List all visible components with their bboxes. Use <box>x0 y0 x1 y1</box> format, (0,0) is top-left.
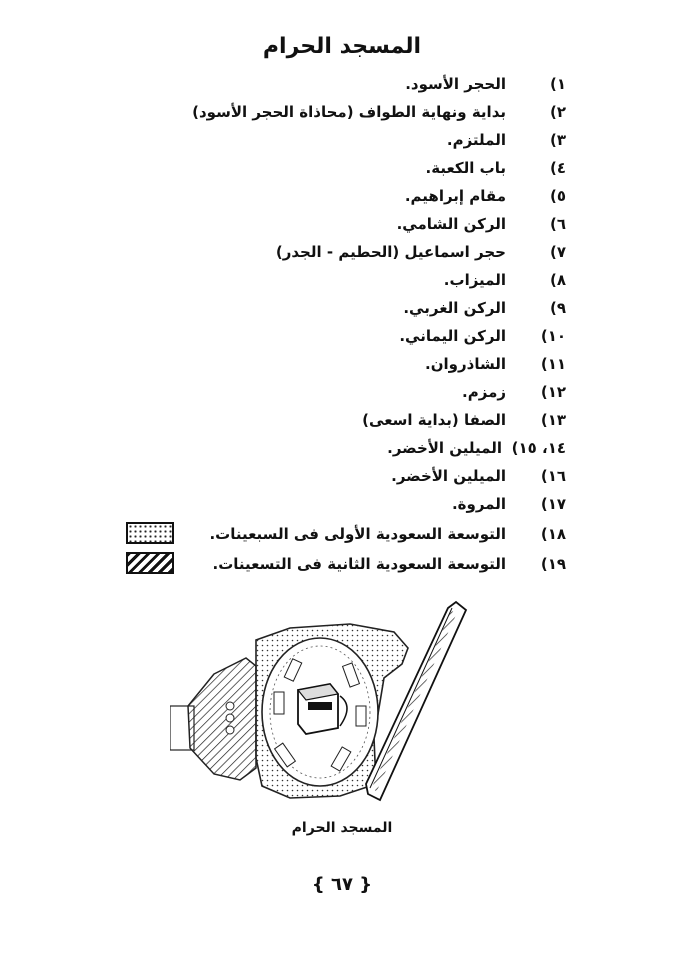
list-item <box>0 294 684 322</box>
item-text: الشاذروان. <box>425 355 506 373</box>
item-number: ١) <box>549 75 566 93</box>
haram-map <box>170 588 490 818</box>
haram-map-drawing <box>170 588 490 818</box>
kaaba-band <box>308 702 332 710</box>
item-number: ١٤، ١٥) <box>511 439 566 457</box>
item-text: الركن الغربي. <box>403 299 506 317</box>
list-item <box>0 70 684 98</box>
page-number: { ٦٧ } <box>311 874 373 895</box>
list-item <box>0 210 684 238</box>
item-number: ٢) <box>549 103 566 121</box>
item-text: التوسعة السعودية الأولى فى السبعينات. <box>209 525 506 543</box>
item-number: ١٢) <box>540 383 566 401</box>
list-item <box>0 462 684 490</box>
item-number: ٥) <box>549 187 566 205</box>
map-caption: المسجد الحرام <box>291 820 393 836</box>
minaret-marker <box>226 726 234 734</box>
list-item <box>0 406 684 434</box>
item-text: مقام إبراهيم. <box>404 187 506 205</box>
item-text: المروة. <box>451 495 506 513</box>
item-text: الميزاب. <box>443 271 506 289</box>
list-item <box>0 434 684 462</box>
list-item <box>0 378 684 406</box>
item-number: ٣) <box>549 131 566 149</box>
item-text: الملتزم. <box>446 131 506 149</box>
item-text: زمزم. <box>462 383 506 401</box>
item-number: ١٣) <box>540 411 566 429</box>
item-number: ١١) <box>540 355 566 373</box>
item-number: ١٧) <box>540 495 566 513</box>
page-title: المسجد الحرام <box>262 34 422 59</box>
list-item <box>0 490 684 518</box>
list-item <box>0 238 684 266</box>
item-text: الصفا (بداية اسعى) <box>362 411 506 429</box>
item-text: الركن اليماني. <box>399 327 506 345</box>
item-number: ٦) <box>549 215 566 233</box>
minaret-marker <box>226 714 234 722</box>
gate-marker <box>356 706 366 726</box>
item-number: ١٠) <box>540 327 566 345</box>
second-expansion-swatch <box>126 552 174 574</box>
legend-list <box>0 70 684 580</box>
list-item <box>0 350 684 378</box>
item-text: الحجر الأسود. <box>405 75 506 93</box>
item-text: بداية ونهاية الطواف (محاذاة الحجر الأسود) <box>192 103 506 121</box>
item-text: التوسعة السعودية الثانية فى التسعينات. <box>212 555 506 573</box>
item-number: ٧) <box>549 243 566 261</box>
item-number: ٩) <box>549 299 566 317</box>
list-item <box>0 98 684 126</box>
item-number: ١٨) <box>540 525 566 543</box>
item-text: حجر اسماعيل (الحطيم - الجدر) <box>275 243 506 261</box>
item-text: باب الكعبة. <box>425 159 506 177</box>
item-text: الميلين الأخضر. <box>387 439 502 457</box>
list-item <box>0 520 684 548</box>
list-item <box>0 126 684 154</box>
item-number: ١٦) <box>540 467 566 485</box>
item-number: ٤) <box>549 159 566 177</box>
list-item <box>0 550 684 578</box>
minaret-marker <box>226 702 234 710</box>
item-text: الميلين الأخضر. <box>391 467 506 485</box>
item-number: ١٩) <box>540 555 566 573</box>
item-text: الركن الشامي. <box>396 215 506 233</box>
list-item <box>0 182 684 210</box>
first-expansion-swatch <box>126 522 174 544</box>
second-expansion-area <box>188 658 256 780</box>
list-item <box>0 154 684 182</box>
item-number: ٨) <box>549 271 566 289</box>
list-item <box>0 322 684 350</box>
list-item <box>0 266 684 294</box>
gate-marker <box>274 692 284 714</box>
